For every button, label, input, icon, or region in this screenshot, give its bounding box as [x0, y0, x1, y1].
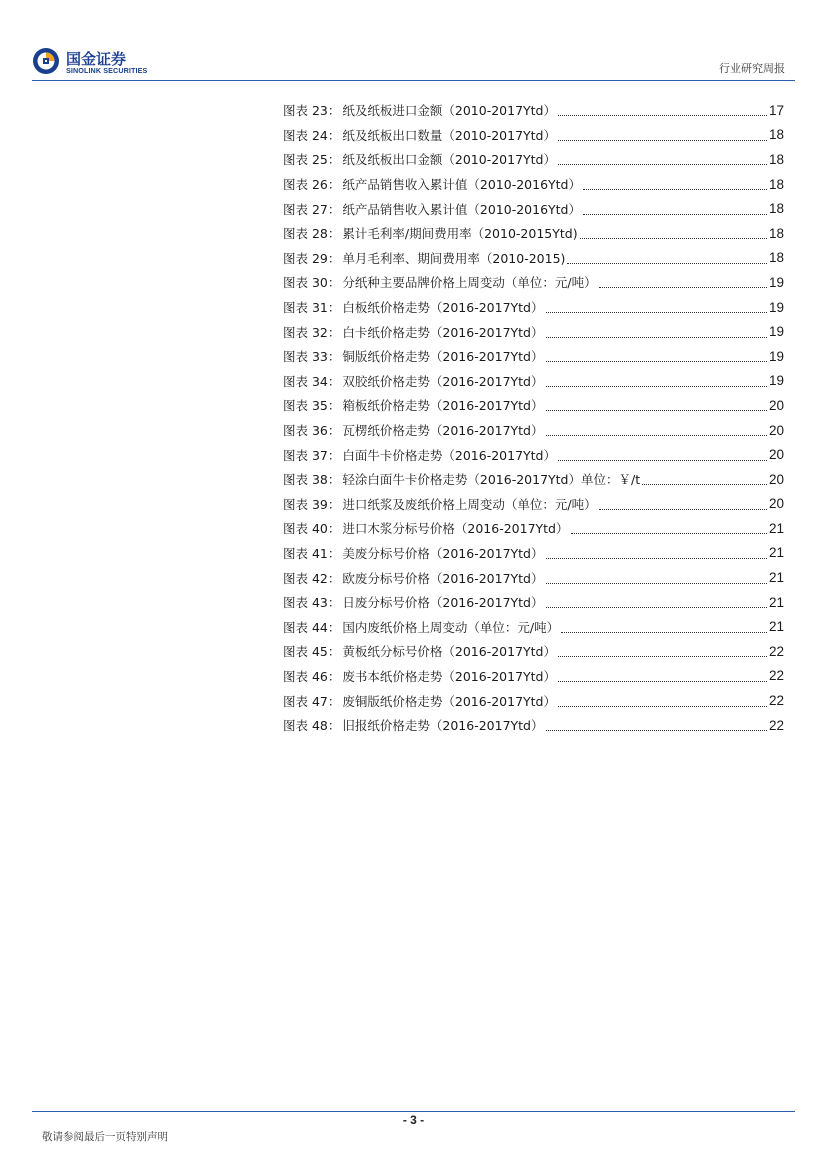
toc-entry-title: 废铜版纸价格走势（2016-2017Ytd）: [342, 693, 556, 709]
toc-entry-label: 图表 44：: [283, 619, 341, 635]
toc-entry-title: 白卡纸价格走势（2016-2017Ytd）: [342, 324, 544, 340]
toc-entry-title: 进口纸浆及废纸价格上周变动（单位：元/吨）: [342, 496, 597, 512]
toc-entry-title: 铜版纸价格走势（2016-2017Ytd）: [342, 349, 544, 365]
toc-dot-leader: [642, 483, 767, 485]
toc-entry-label: 图表 31：: [283, 300, 341, 316]
toc-entry-page: 22: [768, 668, 784, 684]
header-divider: [32, 80, 795, 81]
toc-entry-page: 19: [768, 373, 784, 389]
toc-entry-title: 旧报纸价格走势（2016-2017Ytd）: [342, 718, 544, 734]
toc-entry-label: 图表 43：: [283, 595, 341, 611]
toc-entry-label: 图表 35：: [283, 398, 341, 414]
toc-entry[interactable]: [283, 541, 784, 566]
page-header: [0, 0, 827, 80]
logo-chinese-name: 国金证券: [66, 50, 127, 68]
toc-entry-page: 22: [768, 643, 784, 659]
toc-entry[interactable]: [283, 492, 784, 517]
toc-dot-leader: [561, 631, 767, 633]
toc-entry[interactable]: [283, 418, 784, 443]
toc-entry-label: 图表 27：: [283, 201, 341, 217]
toc-entry[interactable]: [283, 172, 784, 197]
toc-entry-label: 图表 48：: [283, 718, 341, 734]
toc-entry-page: 18: [768, 176, 784, 192]
toc-entry-label: 图表 25：: [283, 152, 341, 168]
toc-entry[interactable]: [283, 98, 784, 123]
toc-entry[interactable]: [283, 688, 784, 713]
toc-dot-leader: [558, 655, 767, 657]
disclaimer-note: 敬请参阅最后一页特别声明: [42, 1131, 168, 1143]
toc-dot-leader: [583, 213, 767, 215]
toc-entry[interactable]: [283, 319, 784, 344]
toc-entry-page: 18: [768, 250, 784, 266]
toc-dot-leader: [580, 237, 767, 239]
toc-entry-title: 欧废分标号价格（2016-2017Ytd）: [342, 570, 544, 586]
toc-entry-label: 图表 38：: [283, 472, 341, 488]
toc-entry-page: 18: [768, 201, 784, 217]
toc-entry[interactable]: [283, 442, 784, 467]
toc-entry-title: 废书本纸价格走势（2016-2017Ytd）: [342, 668, 556, 684]
toc-entry-title: 双胶纸价格走势（2016-2017Ytd）: [342, 373, 544, 389]
toc-entry[interactable]: [283, 713, 784, 738]
toc-entry-page: 18: [768, 151, 784, 167]
toc-dot-leader: [599, 286, 767, 288]
toc-dot-leader: [558, 114, 767, 116]
toc-dot-leader: [571, 532, 767, 534]
toc-entry-page: 19: [768, 324, 784, 340]
toc-entry-label: 图表 37：: [283, 447, 341, 463]
toc-entry-page: 19: [768, 274, 784, 290]
toc-entry-page: 20: [768, 447, 784, 463]
toc-entry[interactable]: [283, 639, 784, 664]
toc-entry-page: 20: [768, 496, 784, 512]
toc-dot-leader: [546, 606, 767, 608]
toc-entry-title: 分纸种主要品牌价格上周变动（单位：元/吨）: [342, 275, 597, 291]
toc-entry-page: 18: [768, 127, 784, 143]
toc-dot-leader: [546, 360, 767, 362]
footer-divider: [32, 1111, 795, 1112]
toc-entry-label: 图表 36：: [283, 423, 341, 439]
toc-dot-leader: [599, 508, 767, 510]
toc-dot-leader: [567, 262, 767, 264]
report-type-label: 行业研究周报: [719, 62, 785, 75]
toc-entry-label: 图表 42：: [283, 570, 341, 586]
toc-entry[interactable]: [283, 516, 784, 541]
toc-entry[interactable]: [283, 565, 784, 590]
sinolink-logo: [32, 47, 162, 79]
toc-dot-leader: [558, 139, 767, 141]
toc-entry-title: 纸产品销售收入累计值（2010-2016Ytd）: [342, 177, 581, 193]
toc-entry[interactable]: [283, 270, 784, 295]
page-number: - 3 -: [402, 1113, 425, 1127]
toc-entry-page: 22: [768, 717, 784, 733]
toc-entry[interactable]: [283, 614, 784, 639]
toc-dot-leader: [546, 336, 767, 338]
toc-dot-leader: [546, 311, 767, 313]
toc-entry-label: 图表 40：: [283, 521, 341, 537]
toc-entry-title: 黄板纸分标号价格（2016-2017Ytd）: [342, 644, 556, 660]
toc-entry-page: 21: [768, 520, 784, 536]
toc-dot-leader: [558, 705, 767, 707]
toc-entry-title: 进口木浆分标号价格（2016-2017Ytd）: [342, 521, 569, 537]
sinolink-logo-icon: [32, 47, 60, 75]
toc-entry-label: 图表 39：: [283, 496, 341, 512]
toc-dot-leader: [546, 729, 767, 731]
toc-entry-page: 20: [768, 422, 784, 438]
toc-entry-title: 纸及纸板出口数量（2010-2017Ytd）: [342, 127, 556, 143]
toc-entry[interactable]: [283, 123, 784, 148]
toc-entry-label: 图表 46：: [283, 668, 341, 684]
toc-entry-title: 纸产品销售收入累计值（2010-2016Ytd）: [342, 201, 581, 217]
toc-dot-leader: [546, 557, 767, 559]
toc-entry-title: 瓦楞纸价格走势（2016-2017Ytd）: [342, 423, 544, 439]
toc-entry[interactable]: [283, 221, 784, 246]
toc-dot-leader: [546, 434, 767, 436]
toc-entry-page: 20: [768, 471, 784, 487]
toc-entry[interactable]: [283, 664, 784, 689]
toc-entry-label: 图表 28：: [283, 226, 341, 242]
toc-entry-title: 国内废纸价格上周变动（单位：元/吨）: [342, 619, 560, 635]
toc-dot-leader: [546, 582, 767, 584]
toc-dot-leader: [558, 459, 767, 461]
toc-dot-leader: [583, 188, 767, 190]
toc-entry-label: 图表 23：: [283, 103, 341, 119]
toc-entry-label: 图表 33：: [283, 349, 341, 365]
toc-entry-title: 白面牛卡价格走势（2016-2017Ytd）: [342, 447, 556, 463]
toc-entry[interactable]: [283, 467, 784, 492]
toc-entry-title: 箱板纸价格走势（2016-2017Ytd）: [342, 398, 544, 414]
toc-entry-label: 图表 45：: [283, 644, 341, 660]
toc-entry-page: 21: [768, 594, 784, 610]
toc-dot-leader: [546, 385, 767, 387]
toc-entry-title: 累计毛利率/期间费用率（2010-2015Ytd): [342, 226, 578, 242]
toc-entry-label: 图表 41：: [283, 545, 341, 561]
toc-entry-label: 图表 24：: [283, 127, 341, 143]
toc-entry-label: 图表 26：: [283, 177, 341, 193]
toc-entry[interactable]: [283, 196, 784, 221]
toc-entry-page: 18: [768, 225, 784, 241]
toc-dot-leader: [558, 163, 767, 165]
toc-entry-label: 图表 29：: [283, 250, 341, 266]
toc-entry-page: 19: [768, 299, 784, 315]
toc-entry-page: 20: [768, 397, 784, 413]
toc-entry-page: 19: [768, 348, 784, 364]
toc-entry-title: 日废分标号价格（2016-2017Ytd）: [342, 595, 544, 611]
toc-entry-title: 单月毛利率、期间费用率（2010-2015): [342, 250, 566, 266]
toc-entry-title: 轻涂白面牛卡价格走势（2016-2017Ytd）单位：￥/t: [342, 472, 641, 488]
toc-entry[interactable]: [283, 590, 784, 615]
toc-entry[interactable]: [283, 344, 784, 369]
toc-dot-leader: [558, 680, 767, 682]
figure-index-list: [283, 98, 784, 737]
logo-english-name: SINOLINK SECURITIES: [66, 66, 148, 75]
toc-dot-leader: [546, 409, 767, 411]
toc-entry-page: 21: [768, 570, 784, 586]
toc-entry[interactable]: [283, 369, 784, 394]
toc-entry-title: 白板纸价格走势（2016-2017Ytd）: [342, 300, 544, 316]
toc-entry-page: 17: [768, 102, 784, 118]
toc-entry[interactable]: [283, 147, 784, 172]
toc-entry[interactable]: [283, 393, 784, 418]
toc-entry-label: 图表 34：: [283, 373, 341, 389]
toc-entry[interactable]: [283, 295, 784, 320]
toc-entry-page: 21: [768, 545, 784, 561]
toc-entry-label: 图表 47：: [283, 693, 341, 709]
toc-entry-label: 图表 32：: [283, 324, 341, 340]
toc-entry[interactable]: [283, 246, 784, 271]
toc-entry-title: 纸及纸板出口金额（2010-2017Ytd）: [342, 152, 556, 168]
toc-entry-page: 22: [768, 693, 784, 709]
toc-entry-title: 纸及纸板进口金额（2010-2017Ytd）: [342, 103, 556, 119]
toc-entry-label: 图表 30：: [283, 275, 341, 291]
toc-entry-page: 21: [768, 619, 784, 635]
toc-entry-title: 美废分标号价格（2016-2017Ytd）: [342, 545, 544, 561]
